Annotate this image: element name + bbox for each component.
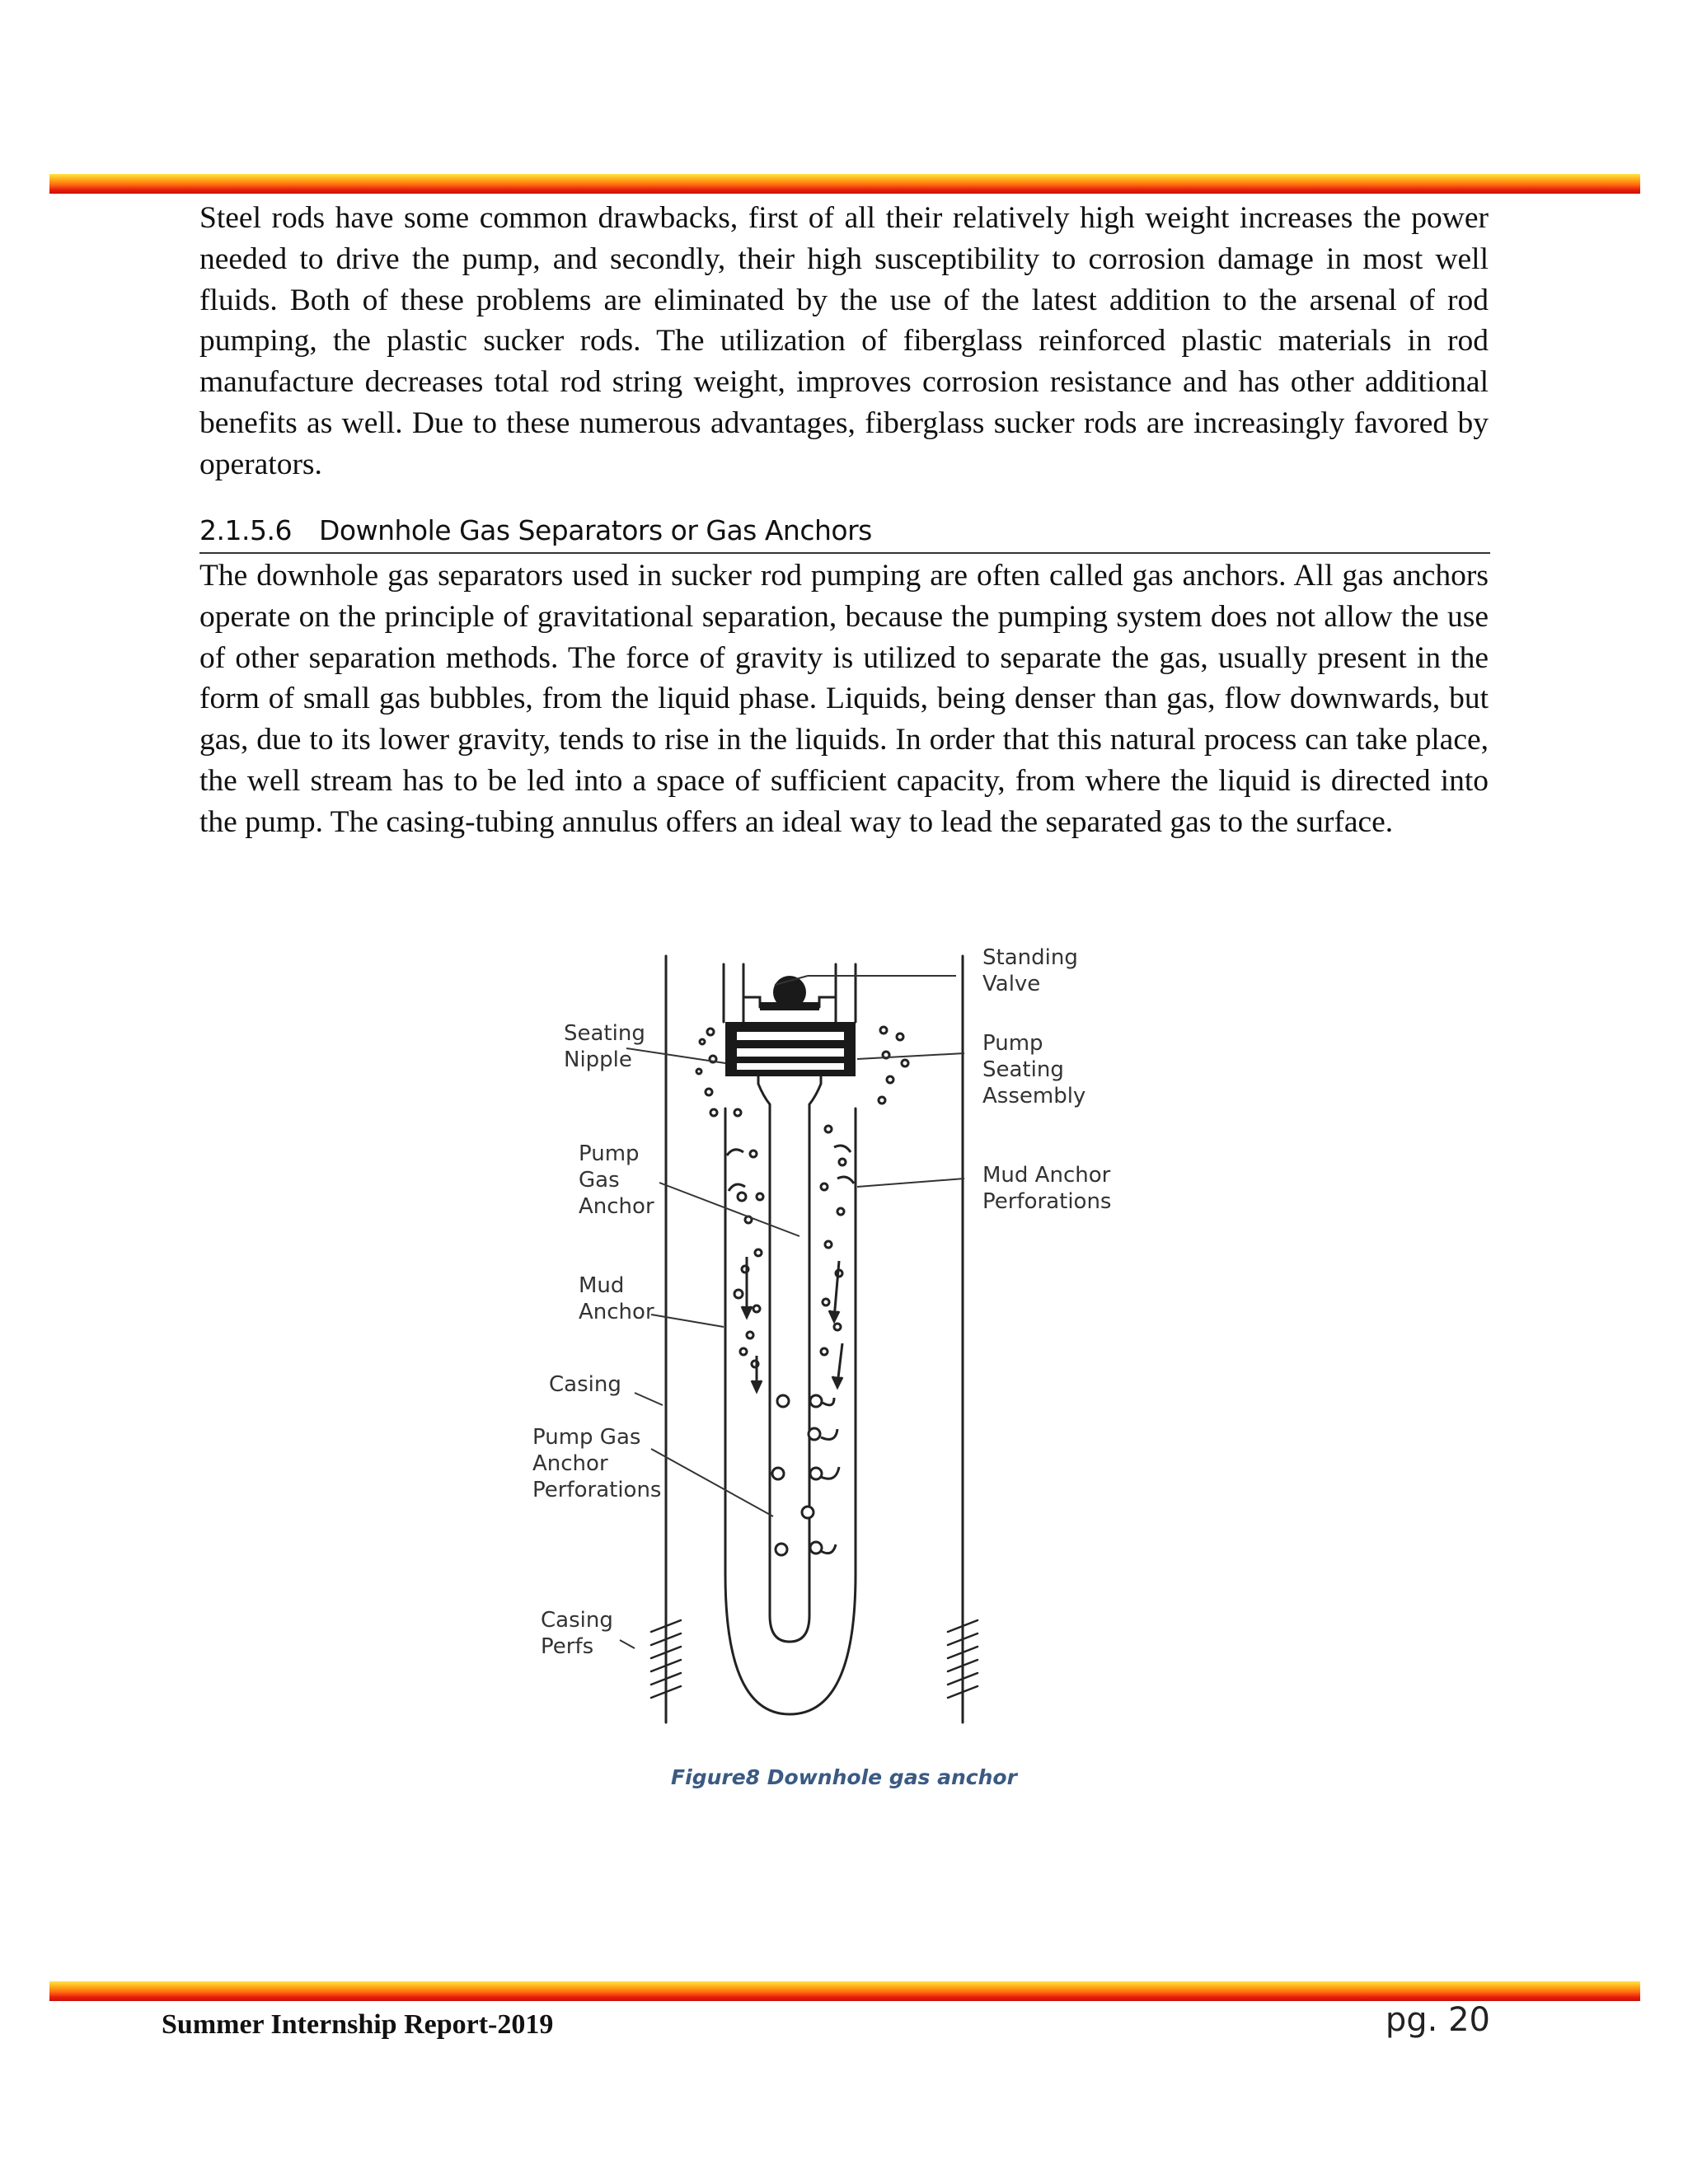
pump-gas-anchor-dip-tube	[770, 1104, 809, 1642]
label-pump: Pump	[982, 1031, 1043, 1056]
pump-gas-anchor-perforations	[772, 1395, 822, 1555]
label-valve: Valve	[982, 972, 1041, 996]
label-standing: Standing	[982, 945, 1078, 970]
label-perfs: Perfs	[541, 1634, 594, 1659]
label-casing-2: Casing	[541, 1608, 613, 1633]
label-nipple: Nipple	[564, 1047, 632, 1072]
body-paragraph-2: The downhole gas separators used in sucker rod pumping are often called gas anchors. All gas anchors operate on the principle of gravitational separation, because the pumping system does not allow the use of other separation methods. The force of gravity is utilized to separate the gas, usually present in the form of small gas bubbles, from the liquid phase. Liquids, being denser than gas, flow downwards, but gas, due to its lower gravity, tends to rise in the liquids. In order that this natural process can take place, the well stream has to be led into a space of sufficient capacity, from where the liquid is directed into the pump. The casing-tubing annulus offers an ideal way to lead the separated gas to the surface.	[199, 559, 1489, 839]
figure-caption: Figure8 Downhole gas anchor	[671, 1765, 1017, 1789]
label-assembly: Assembly	[982, 1084, 1086, 1108]
footer-page-number: pg. 20	[1385, 2001, 1490, 2039]
label-anchor-2: Anchor	[579, 1300, 654, 1324]
svg-text:Pump	[579, 1141, 640, 1166]
svg-text:Seating	[564, 1021, 645, 1046]
label-anchor-3: Anchor	[532, 1451, 608, 1476]
label-mud-anchor: Mud Anchor	[982, 1163, 1111, 1188]
svg-text:Casing	[541, 1608, 613, 1633]
svg-text:Anchor	[579, 1300, 654, 1324]
svg-text:Nipple	[564, 1047, 632, 1072]
gas-anchor-diagram	[528, 940, 1154, 1747]
svg-text:Mud	[579, 1273, 624, 1298]
footer-report-title: Summer Internship Report-2019	[162, 2009, 554, 2040]
label-pump-gas: Pump Gas	[532, 1425, 641, 1450]
label-seating: Seating	[564, 1021, 645, 1046]
svg-text:Casing	[549, 1372, 621, 1397]
svg-text:Pump Gas	[532, 1425, 640, 1450]
label-pump-2: Pump	[579, 1141, 640, 1166]
svg-text:Perforations	[982, 1189, 1111, 1214]
svg-text:Assembly	[982, 1084, 1085, 1108]
svg-text:Anchor	[532, 1451, 608, 1476]
label-perforations-2: Perforations	[532, 1478, 662, 1502]
svg-text:Valve	[982, 972, 1040, 996]
svg-text:Perforations	[532, 1478, 661, 1502]
section-heading	[199, 509, 1490, 554]
svg-text:Anchor	[579, 1194, 654, 1219]
svg-text:Standing	[982, 945, 1078, 970]
label-casing: Casing	[549, 1372, 621, 1397]
footer-color-band	[49, 1981, 1640, 2001]
pump-seating-assembly	[725, 1022, 856, 1076]
svg-text:Pump	[982, 1031, 1043, 1056]
header-color-band	[49, 174, 1640, 194]
label-gas: Gas	[579, 1168, 620, 1193]
svg-text:Mud Anchor	[982, 1163, 1111, 1188]
gas-bubbles	[696, 1027, 908, 1367]
svg-text:Seating	[982, 1057, 1064, 1082]
label-seating-2: Seating	[982, 1057, 1064, 1082]
svg-text:Perfs	[541, 1634, 593, 1659]
section-number: 2.1.5.6	[199, 514, 292, 546]
label-anchor: Anchor	[579, 1194, 654, 1219]
body-paragraph-1: Steel rods have some common drawbacks, first of all their relatively high weight increases the power needed to drive the pump, and secondly, their high susceptibility to corrosion damage in most well fluids. Both of these problems are eliminated by the use of the latest addition to the arsenal of rod pumping, the plastic sucker rods. The utilization of fiberglass reinforced plastic materials in rod manufacture decreases total rod string weight, improves corrosion resistance and has other additional benefits as well. Due to these numerous advantages, fiberglass sucker rods are increasingly favored by operators.	[199, 201, 1489, 481]
svg-text:Gas	[579, 1168, 620, 1193]
label-mud: Mud	[579, 1273, 625, 1298]
section-title: Downhole Gas Separators or Gas Anchors	[319, 514, 872, 546]
label-perforations: Perforations	[982, 1189, 1112, 1214]
